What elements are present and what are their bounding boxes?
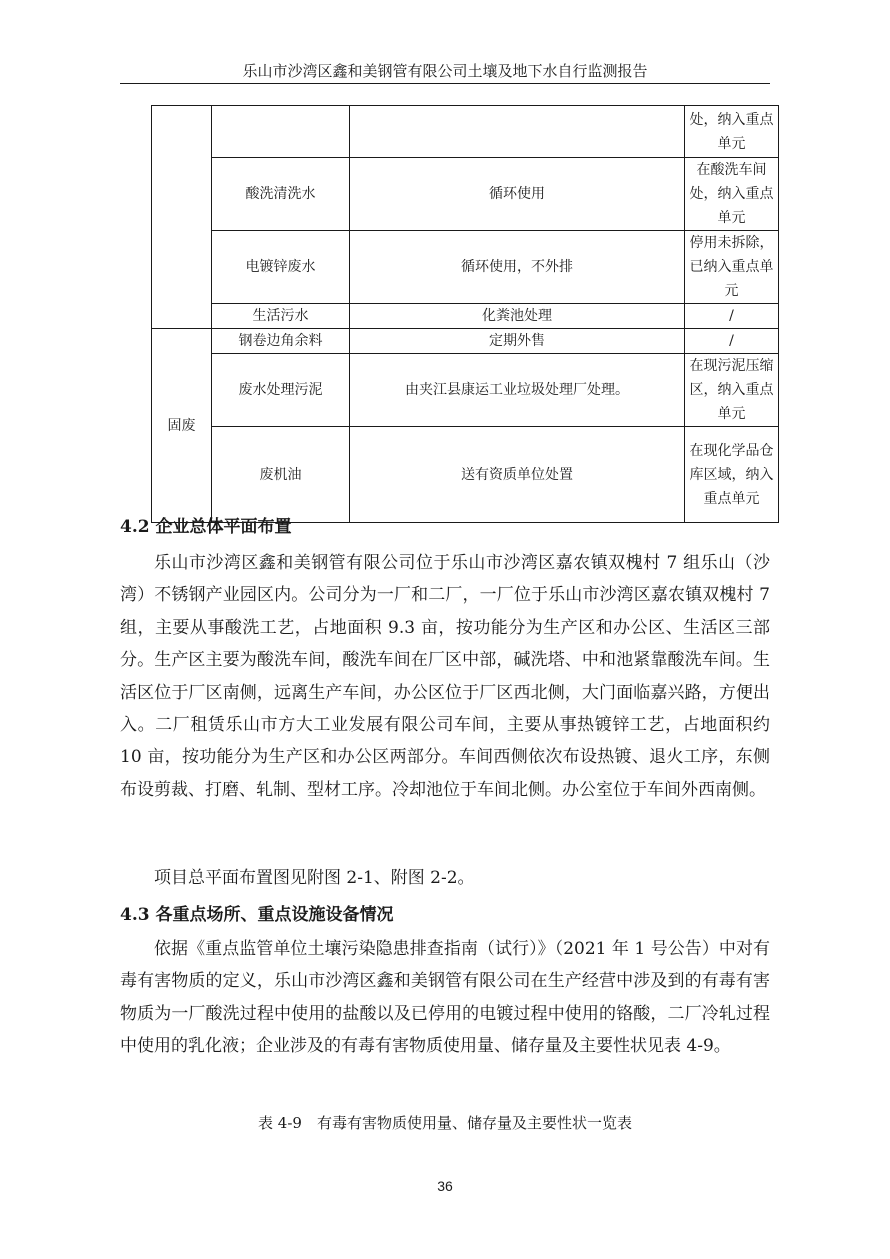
category-cell-wastewater	[152, 106, 212, 329]
section-4-3-paragraph: 依据《重点监管单位土壤污染隐患排查指南（试行）》（2021 年 1 号公告）中对有毒有害物质的定义，乐山市沙湾区鑫和美钢管有限公司在生产经营中涉及到的有毒有害物质为一厂酸洗过程中使用的盐酸以及已停用的电镀过程中使用的铬酸，二厂冷轧过程中使用的乳化液；企业涉及的有毒有害物质使用量、储存量及主要性状见表 4-9。	[120, 939, 770, 1057]
section-heading-4-2: 4.2 企业总体平面布置	[120, 517, 292, 537]
header-divider	[120, 83, 770, 84]
table-row	[152, 329, 779, 354]
remark-cell: 在现污泥压缩区，纳入重点单元	[685, 354, 779, 427]
table-row	[152, 354, 779, 427]
item-name-cell: 废机油	[212, 427, 350, 523]
item-name-cell: 生活污水	[212, 304, 350, 329]
remark-cell: /	[685, 329, 779, 354]
item-name-cell	[212, 106, 350, 158]
category-cell-solid-waste: 固废	[152, 329, 212, 523]
section-4-2-paragraph: 乐山市沙湾区鑫和美钢管有限公司位于乐山市沙湾区嘉农镇双槐村 7 组乐山（沙湾）不锈钢产业园区内。公司分为一厂和二厂，一厂位于乐山市沙湾区嘉农镇双槐村 7 组，主要从事酸洗工艺，占地面积 9.3 亩，按功能分为生产区和办公区、生活区三部分。生产区主要为酸洗车间，酸洗车间在厂区中部，碱洗塔、中和池紧靠酸洗车间。生活区位于厂区南侧，远离生产车间，办公区位于厂区西北侧，大门面临嘉兴路，方便出入。二厂租赁乐山市方大工业发展有限公司车间，主要从事热镀锌工艺，占地面积约 10 亩，按功能分为生产区和办公区两部分。车间西侧依次布设热镀、退火工序，东侧布设剪裁、打磨、轧制、型材工序。冷却池位于车间北侧。办公室位于车间外西南侧。	[120, 553, 770, 800]
waste-disposal-table	[151, 105, 779, 523]
section-heading-4-3: 4.3 各重点场所、重点设施设备情况	[120, 905, 394, 925]
item-name-cell: 钢卷边角余料	[212, 329, 350, 354]
table-caption: 表 4-9 有毒有害物质使用量、储存量及主要性状一览表	[258, 1114, 632, 1132]
item-name-cell: 电镀锌废水	[212, 231, 350, 304]
section-4-2-paragraph-figure-ref: 项目总平面布置图见附图 2-1、附图 2-2。	[154, 868, 475, 888]
disposal-method-cell: 循环使用，不外排	[350, 231, 685, 304]
remark-cell: 停用未拆除，已纳入重点单元	[685, 231, 779, 304]
table-row	[152, 231, 779, 304]
page-header-title: 乐山市沙湾区鑫和美钢管有限公司土壤及地下水自行监测报告	[242, 62, 648, 80]
table-row	[152, 106, 779, 158]
disposal-method-cell: 定期外售	[350, 329, 685, 354]
disposal-method-cell	[350, 106, 685, 158]
remark-cell: 处，纳入重点单元	[685, 106, 779, 158]
item-name-cell: 酸洗清洗水	[212, 158, 350, 231]
table-row	[152, 427, 779, 523]
item-name-cell: 废水处理污泥	[212, 354, 350, 427]
page-number: 36	[437, 1178, 453, 1194]
disposal-method-cell: 循环使用	[350, 158, 685, 231]
table-row	[152, 158, 779, 231]
disposal-method-cell: 由夹江县康运工业垃圾处理厂处理。	[350, 354, 685, 427]
table-row	[152, 304, 779, 329]
remark-cell: 在现化学品仓库区域，纳入重点单元	[685, 427, 779, 523]
disposal-method-cell: 送有资质单位处置	[350, 427, 685, 523]
remark-cell: /	[685, 304, 779, 329]
disposal-method-cell: 化粪池处理	[350, 304, 685, 329]
remark-cell: 在酸洗车间处，纳入重点单元	[685, 158, 779, 231]
